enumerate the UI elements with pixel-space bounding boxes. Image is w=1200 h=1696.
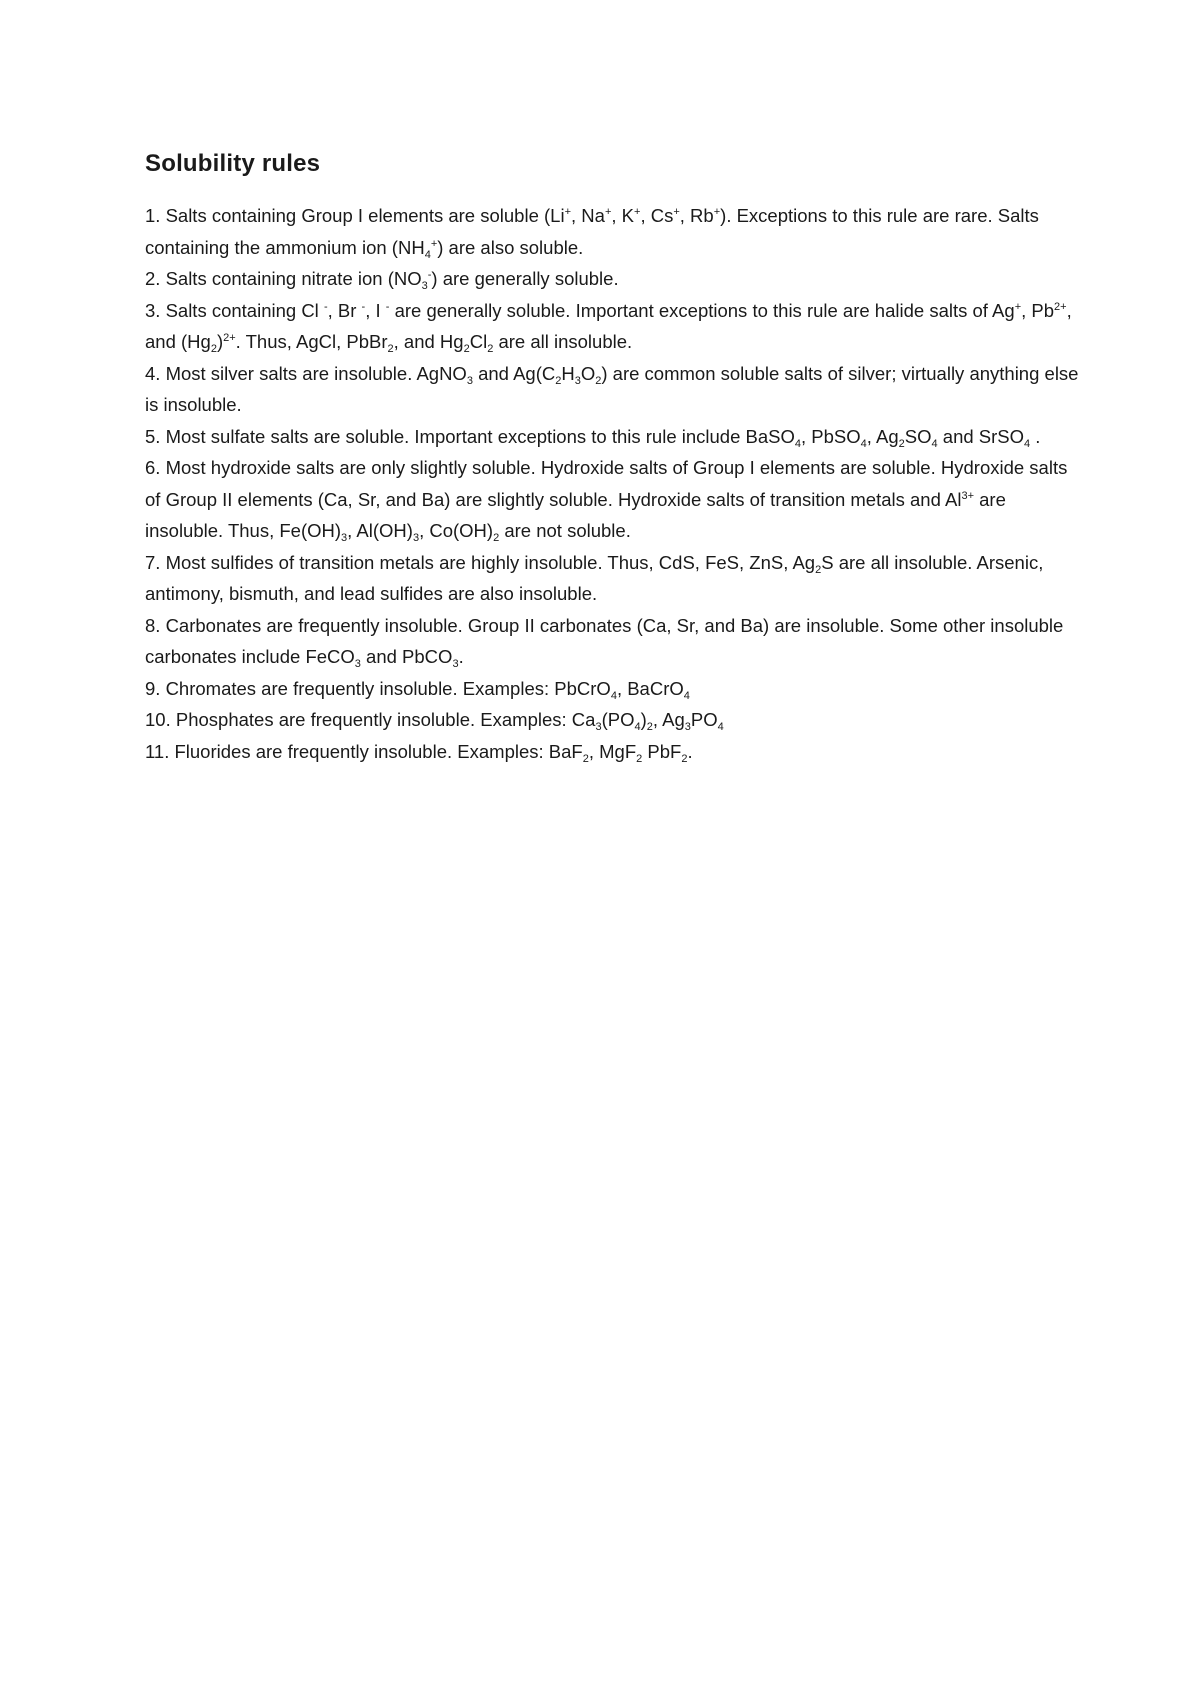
rule-text: and SrSO (937, 425, 1025, 447)
rule-text: 1. Salts containing Group I elements are soluble (Li (145, 205, 565, 226)
subscript: 4 (424, 248, 431, 261)
superscript: 2+ (223, 332, 236, 344)
rule-text: , Co(OH) (419, 520, 494, 541)
rule-text: , MgF (588, 740, 637, 762)
subscript: 3 (421, 280, 428, 292)
subscript: 2 (636, 752, 643, 765)
subscript: 2 (387, 343, 394, 355)
rule-text: and Ag(C (472, 362, 556, 384)
subscript: 2 (210, 343, 217, 355)
rule-text: are generally soluble. Important exceptions to this rule are halide salts of Ag (389, 299, 1015, 321)
rule-text: , K (611, 205, 635, 226)
rule-text: 3. Salts containing Cl (145, 299, 324, 321)
rule-text: , Pb (1021, 299, 1055, 321)
rule-text: 9. Chromates are frequently insoluble. Examples: PbCrO (145, 677, 611, 699)
rule-text: 11. Fluorides are frequently insoluble. Examples: BaF (145, 740, 583, 762)
rule-text: PbF (642, 740, 682, 762)
subscript: 3 (341, 532, 348, 544)
rule-text: , Na (571, 205, 605, 226)
rule-item-3 (145, 295, 1085, 358)
rule-text: ) (216, 331, 224, 352)
rule-text: , Rb (679, 205, 714, 226)
page-title: Solubility rules (145, 150, 321, 177)
rule-text: , and (Hg (145, 299, 1072, 352)
subscript: 2 (555, 374, 562, 387)
superscript: 3+ (961, 489, 974, 502)
rule-item-2 (145, 263, 1085, 295)
rule-text: , Br (327, 299, 362, 321)
rule-text: ) are generally soluble. (431, 268, 619, 289)
rule-item-4 (145, 358, 1085, 421)
rule-text: O (580, 362, 596, 384)
superscript: + (713, 206, 721, 218)
rule-item-9 (145, 673, 1085, 705)
rule-text: , Al(OH) (347, 520, 413, 541)
subscript: 3 (452, 658, 459, 670)
rule-item-11 (145, 736, 1085, 768)
rule-text: 5. Most sulfate salts are soluble. Important exceptions to this rule include BaSO (145, 425, 795, 447)
superscript: - (323, 300, 328, 313)
subscript: 2 (463, 343, 470, 355)
rule-text: , I (365, 299, 386, 321)
subscript: 3 (354, 658, 361, 670)
rule-text: . (1030, 425, 1041, 447)
subscript: 4 (931, 437, 938, 450)
rule-item-6 (145, 452, 1085, 547)
subscript: 2 (487, 343, 494, 355)
rule-text: 4. Most silver salts are insoluble. AgNO (145, 362, 467, 384)
subscript: 3 (684, 721, 691, 733)
rule-text: ). Exceptions to this rule are rare. Salts containing the ammonium ion (NH (145, 205, 1039, 258)
subscript: 3 (574, 374, 581, 387)
rule-text: are all insoluble. (493, 331, 633, 352)
subscript: 3 (466, 374, 473, 387)
rule-text: SO (904, 425, 932, 447)
superscript: + (1014, 300, 1022, 313)
rule-text: , BaCrO (616, 677, 684, 699)
superscript: + (673, 206, 680, 218)
superscript: - (385, 300, 390, 313)
rules-list (145, 200, 1085, 767)
superscript: + (564, 206, 572, 218)
rule-text: (PO (601, 709, 635, 730)
rule-text: S are all insoluble. Arsenic, antimony, bismuth, and lead sulfides are also insoluble. (145, 551, 1044, 604)
rule-text: 6. Most hydroxide salts are only slightly soluble. Hydroxide salts of Group I elements are soluble. Hydroxide salts of Group II elements (Ca, Sr, and Ba) are slightly soluble. Hydroxide salts of transition metals and Al (145, 457, 1068, 510)
rule-text: . (687, 740, 693, 762)
rule-text: 2. Salts containing nitrate ion (NO (145, 268, 422, 289)
subscript: 4 (610, 689, 617, 702)
rule-text: ) (640, 709, 647, 730)
superscript: + (430, 237, 438, 250)
rule-text: , Ag (652, 709, 685, 730)
rule-text: 8. Carbonates are frequently insoluble. Group II carbonates (Ca, Sr, and Ba) are insoluble. Some other insoluble carbonates include FeCO (145, 614, 1064, 667)
rule-text: , Ag (866, 425, 899, 447)
rule-text: Cl (469, 331, 488, 352)
subscript: 2 (595, 374, 602, 387)
rule-text: . Thus, AgCl, PbBr (235, 331, 388, 352)
subscript: 2 (493, 532, 500, 544)
subscript: 4 (634, 721, 641, 733)
rule-text: , Cs (640, 205, 674, 226)
rule-item-1 (145, 200, 1085, 263)
rule-text: H (561, 362, 575, 384)
superscript: - (361, 300, 366, 313)
subscript: 4 (1024, 437, 1031, 450)
rule-text: are insoluble. Thus, Fe(OH) (145, 488, 1006, 541)
subscript: 3 (412, 532, 420, 544)
rule-text: ) are also soluble. (437, 236, 584, 258)
rule-text: ) are common soluble salts of silver; virtually anything else is insoluble. (145, 362, 1079, 415)
subscript: 2 (815, 563, 822, 576)
rule-item-5 (145, 421, 1085, 453)
superscript: + (604, 206, 612, 218)
rule-text: are not soluble. (499, 520, 631, 541)
subscript: 2 (681, 752, 688, 765)
subscript: 4 (717, 721, 724, 733)
superscript: - (427, 269, 432, 281)
rule-text: , PbSO (801, 425, 861, 447)
rule-item-10 (145, 704, 1085, 736)
rule-text: 10. Phosphates are frequently insoluble. Examples: Ca (145, 709, 596, 730)
rule-text: . (458, 646, 464, 667)
subscript: 2 (582, 752, 589, 765)
subscript: 2 (898, 437, 905, 450)
rule-text: , and Hg (393, 331, 464, 352)
subscript: 4 (794, 437, 802, 450)
rule-text: and PbCO (360, 646, 453, 667)
document-page (145, 148, 1085, 767)
rule-item-8 (145, 610, 1085, 673)
superscript: 2+ (1054, 300, 1067, 313)
rule-text: PO (690, 709, 718, 730)
subscript: 4 (860, 437, 867, 450)
subscript: 4 (683, 689, 690, 702)
rule-text: 7. Most sulfides of transition metals are highly insoluble. Thus, CdS, FeS, ZnS, Ag (145, 551, 816, 573)
subscript: 3 (595, 721, 602, 733)
rule-item-7 (145, 547, 1085, 610)
superscript: + (634, 206, 641, 218)
subscript: 2 (646, 721, 653, 733)
